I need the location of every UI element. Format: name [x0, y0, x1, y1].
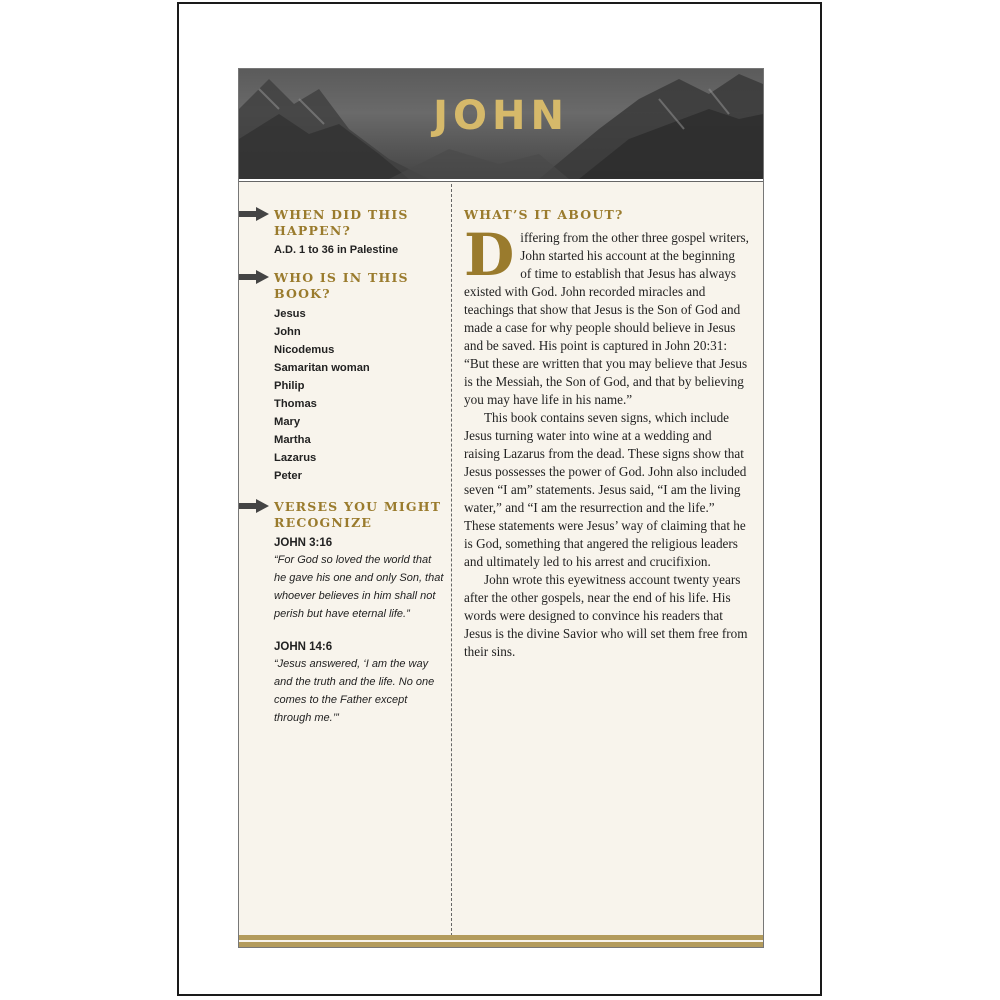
arrow-icon: [239, 270, 269, 284]
list-item: Peter: [274, 470, 302, 482]
list-item: Samaritan woman: [274, 362, 370, 374]
verse-reference: JOHN 14:6: [274, 641, 333, 653]
drop-cap: D: [464, 221, 515, 289]
list-item: Martha: [274, 434, 311, 446]
footer-band: [239, 935, 763, 940]
people-list: [274, 305, 446, 485]
list-item: Nicodemus: [274, 344, 335, 356]
header-rule-line: [239, 181, 763, 182]
footer-band: [239, 942, 763, 947]
arrow-icon: [239, 499, 269, 513]
right-column: [464, 207, 749, 661]
verse-reference: JOHN 3:16: [274, 537, 333, 549]
verses-heading: VERSES YOU MIGHT RECOGNIZE: [274, 499, 446, 531]
about-paragraph-3: John wrote this eyewitness account twenty years after the other gospels, near the end of his life. His words were designed to convince his readers that Jesus is the divine Savior who will set them free from their sins.: [464, 572, 748, 659]
book-title: JOHN: [433, 93, 569, 139]
about-heading: WHAT’S IT ABOUT?: [464, 207, 624, 222]
list-item: John: [274, 326, 301, 338]
when-answer: A.D. 1 to 36 in Palestine: [274, 244, 399, 256]
arrow-icon: [239, 207, 269, 221]
list-item: Mary: [274, 416, 301, 428]
when-heading: WHEN DID THIS HAPPEN?: [274, 207, 446, 239]
about-paragraph-1: Differing from the other three gospel writers, John started his account at the beginning of time to establish that Jesus has always existed with God. John recorded miracles and teachings that show that Jesus is the Son of God and made a case for why people should believe in Jesus and be saved. His point is captured in John 20:31: “But these are written that you may believe that Jesus is the Messiah, the Son of God, and that by believing you may have life in his name.”: [464, 221, 749, 407]
list-item: Thomas: [274, 398, 317, 410]
mountain-banner: [239, 69, 763, 179]
left-column: [274, 207, 446, 727]
verse-text: “Jesus answered, ‘I am the way and the truth and the life. No one comes to the Father except through me.’”: [274, 658, 435, 724]
verse-text: “For God so loved the world that he gave his one and only Son, that whoever believes in him shall not perish but have eternal life.”: [274, 554, 444, 620]
list-item: Jesus: [274, 308, 306, 320]
list-item: Lazarus: [274, 452, 317, 464]
about-paragraph-2: This book contains seven signs, which include Jesus turning water into wine at a wedding and raising Lazarus from the dead. These signs show that Jesus possesses the power of God. John also included seven “I am” statements. Jesus said, “I am the living water,” and “I am the resurrection and the life.” These statements were Jesus’ way of claiming that he is God, something that angered the religious leaders and ultimately led to his arrest and crucifixion.: [464, 410, 747, 569]
book-page: [238, 68, 764, 948]
who-heading: WHO IS IN THIS BOOK?: [274, 270, 446, 302]
column-divider: [451, 184, 452, 936]
list-item: Philip: [274, 380, 305, 392]
